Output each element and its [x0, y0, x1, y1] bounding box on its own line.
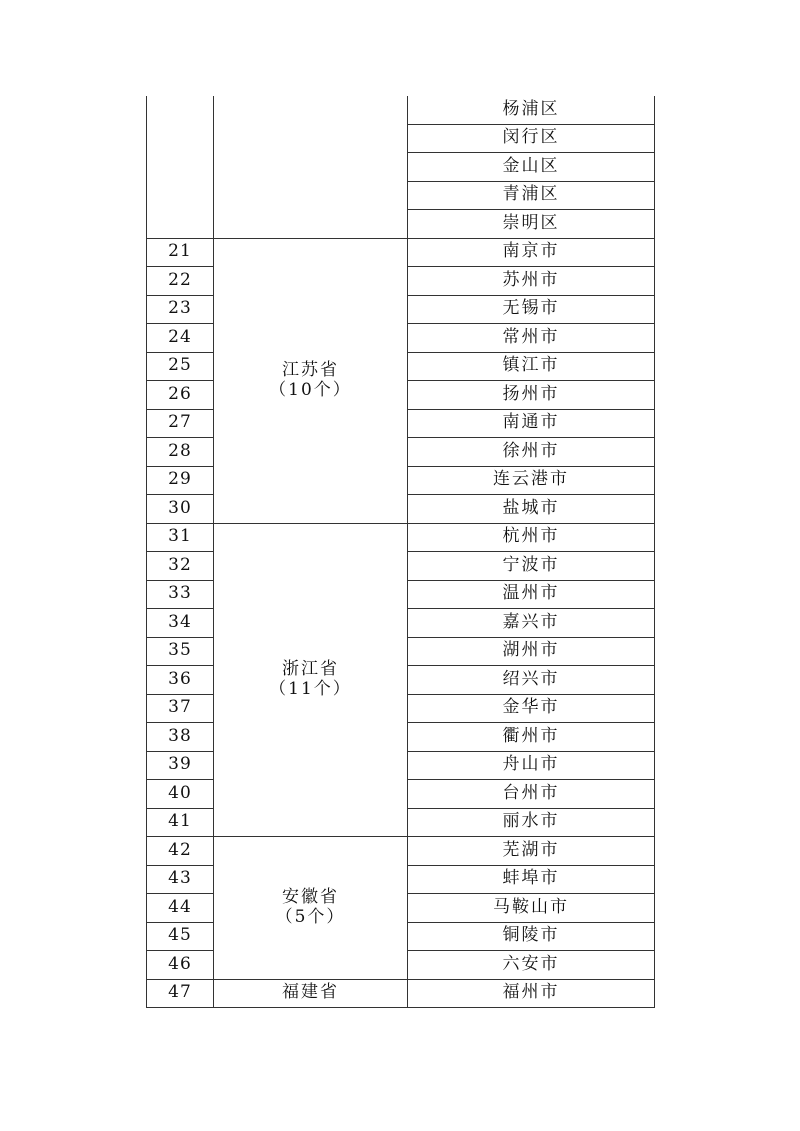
table-row	[147, 96, 655, 124]
number-cell: 43	[147, 865, 214, 894]
number-cell: 39	[147, 751, 214, 780]
number-cell: 27	[147, 409, 214, 438]
city-cell: 连云港市	[408, 466, 655, 495]
city-cell: 台州市	[408, 780, 655, 809]
number-cell: 46	[147, 951, 214, 980]
city-cell: 崇明区	[408, 210, 655, 239]
city-cell: 常州市	[408, 324, 655, 353]
province-cell	[214, 979, 408, 1008]
city-cell: 绍兴市	[408, 666, 655, 695]
province-cell	[214, 96, 408, 238]
city-cell: 福州市	[408, 979, 655, 1008]
number-cell: 25	[147, 352, 214, 381]
province-cell	[214, 837, 408, 980]
city-cell: 南京市	[408, 238, 655, 267]
number-cell: 30	[147, 495, 214, 524]
number-cell: 32	[147, 552, 214, 581]
city-list-table	[146, 96, 655, 1008]
city-cell: 青浦区	[408, 181, 655, 210]
city-cell: 南通市	[408, 409, 655, 438]
number-cell: 38	[147, 723, 214, 752]
province-name: 浙江省	[282, 659, 339, 680]
city-cell: 蚌埠市	[408, 865, 655, 894]
table-row	[147, 837, 655, 866]
number-cell: 31	[147, 523, 214, 552]
city-cell: 无锡市	[408, 295, 655, 324]
province-cell	[214, 238, 408, 523]
province-count: （5个）	[275, 906, 346, 927]
province-count: （10个）	[269, 379, 352, 400]
city-cell: 铜陵市	[408, 922, 655, 951]
province-count: （11个）	[269, 678, 352, 699]
table-row	[147, 979, 655, 1008]
city-cell: 马鞍山市	[408, 894, 655, 923]
table-row	[147, 523, 655, 552]
number-cell: 22	[147, 267, 214, 296]
number-cell: 42	[147, 837, 214, 866]
province-name: 安徽省	[282, 887, 339, 908]
city-cell: 六安市	[408, 951, 655, 980]
city-cell: 徐州市	[408, 438, 655, 467]
number-cell: 41	[147, 808, 214, 837]
number-cell: 37	[147, 694, 214, 723]
city-cell: 舟山市	[408, 751, 655, 780]
number-cell: 34	[147, 609, 214, 638]
number-cell: 44	[147, 894, 214, 923]
city-cell: 杨浦区	[408, 96, 655, 124]
number-cell	[147, 96, 214, 238]
city-cell: 芜湖市	[408, 837, 655, 866]
city-cell: 温州市	[408, 580, 655, 609]
province-cell	[214, 523, 408, 837]
number-cell: 28	[147, 438, 214, 467]
number-cell: 35	[147, 637, 214, 666]
city-cell: 镇江市	[408, 352, 655, 381]
number-cell: 29	[147, 466, 214, 495]
number-cell: 36	[147, 666, 214, 695]
city-cell: 金华市	[408, 694, 655, 723]
number-cell: 26	[147, 381, 214, 410]
number-cell: 40	[147, 780, 214, 809]
city-cell: 宁波市	[408, 552, 655, 581]
province-name: 福建省	[282, 982, 339, 1003]
number-cell: 23	[147, 295, 214, 324]
city-cell: 衢州市	[408, 723, 655, 752]
province-name: 江苏省	[282, 359, 339, 380]
city-cell: 扬州市	[408, 381, 655, 410]
number-cell: 45	[147, 922, 214, 951]
city-cell: 湖州市	[408, 637, 655, 666]
number-cell: 24	[147, 324, 214, 353]
number-cell: 33	[147, 580, 214, 609]
city-cell: 嘉兴市	[408, 609, 655, 638]
number-cell: 47	[147, 979, 214, 1008]
city-cell: 苏州市	[408, 267, 655, 296]
table-row	[147, 238, 655, 267]
number-cell: 21	[147, 238, 214, 267]
city-cell: 金山区	[408, 153, 655, 182]
city-cell: 盐城市	[408, 495, 655, 524]
city-cell: 闵行区	[408, 124, 655, 153]
city-cell: 丽水市	[408, 808, 655, 837]
city-cell: 杭州市	[408, 523, 655, 552]
